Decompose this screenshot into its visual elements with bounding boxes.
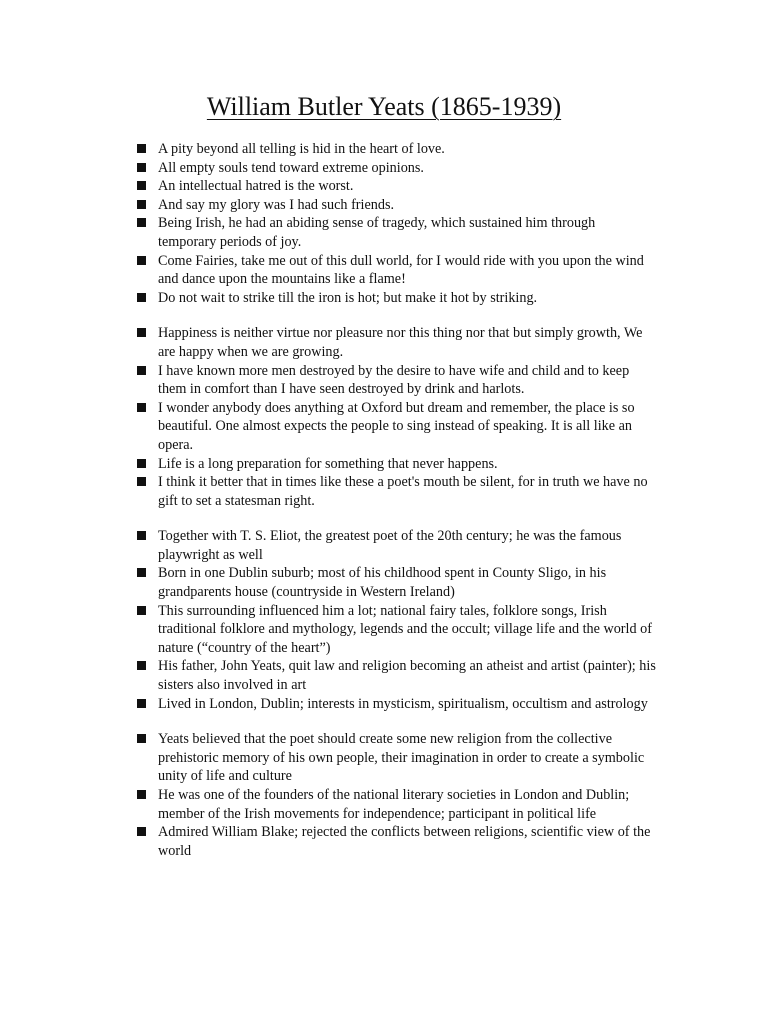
list-item-text: I think it better that in times like these a poet's mouth be silent, for in truth we have no gift to set a statesman right. (158, 474, 648, 509)
square-bullet-icon (137, 699, 146, 708)
list-item-text: I have known more men destroyed by the desire to have wife and child and to keep them in comfort than I have seen destroyed by drink and harlots. (158, 362, 630, 398)
list-item-text: An intellectual hatred is the worst. (158, 178, 354, 195)
square-bullet-icon (137, 790, 146, 799)
list-item (136, 527, 656, 564)
bullet-group (136, 527, 656, 713)
bullet-group (136, 140, 656, 307)
square-bullet-icon (137, 163, 146, 172)
list-item (136, 289, 656, 308)
list-item (136, 786, 656, 823)
document-title: William Butler Yeats (1865-1939) (206, 92, 562, 121)
square-bullet-icon (137, 606, 146, 615)
square-bullet-icon (137, 144, 146, 153)
list-item-text: And say my glory was I had such friends. (158, 196, 395, 213)
list-item-text: Do not wait to strike till the iron is hot; but make it hot by striking. (158, 289, 538, 306)
square-bullet-icon (137, 256, 146, 265)
list-item-text: Born in one Dublin suburb; most of his childhood spent in County Sligo, in his grandparents house (countryside in Western Ireland) (158, 565, 607, 601)
bullet-group (136, 730, 656, 860)
list-item-text: Admired William Blake; rejected the conflicts between religions, scientific view of the world (158, 824, 651, 859)
list-item-text: He was one of the founders of the national literary societies in London and Dublin; member of the Irish movements for independence; participant in political life (158, 787, 630, 822)
list-item (136, 252, 656, 289)
list-item-text: Being Irish, he had an abiding sense of tragedy, which sustained him through temporary periods of joy. (158, 215, 596, 250)
list-item-text: All empty souls tend toward extreme opinions. (158, 159, 424, 176)
list-item (136, 730, 656, 786)
list-item (136, 473, 656, 510)
square-bullet-icon (137, 403, 146, 412)
list-item-text: Lived in London, Dublin; interests in mysticism, spiritualism, occultism and astrology (158, 695, 648, 712)
square-bullet-icon (137, 366, 146, 375)
list-item-text: Together with T. S. Eliot, the greatest poet of the 20th century; he was the famous playwright as well (158, 528, 622, 563)
bullet-group (136, 324, 656, 510)
list-item (136, 455, 656, 474)
list-item (136, 823, 656, 860)
list-item (136, 362, 656, 399)
square-bullet-icon (137, 734, 146, 743)
list-item (136, 196, 656, 215)
list-item (136, 399, 656, 455)
list-item (136, 324, 656, 361)
list-item (136, 140, 656, 159)
list-item-text: Yeats believed that the poet should create some new religion from the collective prehistoric memory of his own people, their imagination in order to create a symbolic unity of life and culture (158, 731, 645, 785)
square-bullet-icon (137, 827, 146, 836)
list-item-text: I wonder anybody does anything at Oxford but dream and remember, the place is so beautiful. One almost expects the people to sing instead of speaking. It is all like an opera. (158, 399, 635, 453)
square-bullet-icon (137, 200, 146, 209)
list-item-text: Happiness is neither virtue nor pleasure nor this thing nor that but simply growth, We are happy when we are growing. (158, 325, 643, 360)
list-item (136, 695, 656, 714)
square-bullet-icon (137, 181, 146, 190)
list-item-text: Come Fairies, take me out of this dull world, for I would ride with you upon the wind and dance upon the mountains like a flame! (158, 252, 644, 288)
square-bullet-icon (137, 328, 146, 337)
bullet-groups (136, 140, 656, 877)
square-bullet-icon (137, 293, 146, 302)
list-item (136, 564, 656, 601)
square-bullet-icon (137, 218, 146, 227)
list-item (136, 214, 656, 251)
list-item (136, 657, 656, 694)
square-bullet-icon (137, 477, 146, 486)
square-bullet-icon (137, 459, 146, 468)
list-item-text: Life is a long preparation for something that never happens. (158, 455, 498, 472)
list-item (136, 159, 656, 178)
square-bullet-icon (137, 568, 146, 577)
list-item (136, 602, 656, 658)
list-item (136, 177, 656, 196)
list-item-text: A pity beyond all telling is hid in the heart of love. (158, 141, 445, 157)
square-bullet-icon (137, 661, 146, 670)
list-item-text: This surrounding influenced him a lot; national fairy tales, folklore songs, Irish traditional folklore and mythology, legends and the occult; village life and the world of nature (“country of the heart”) (158, 602, 652, 656)
list-item-text: His father, John Yeats, quit law and religion becoming an atheist and artist (painter); his sisters also involved in art (158, 658, 656, 694)
square-bullet-icon (137, 531, 146, 540)
